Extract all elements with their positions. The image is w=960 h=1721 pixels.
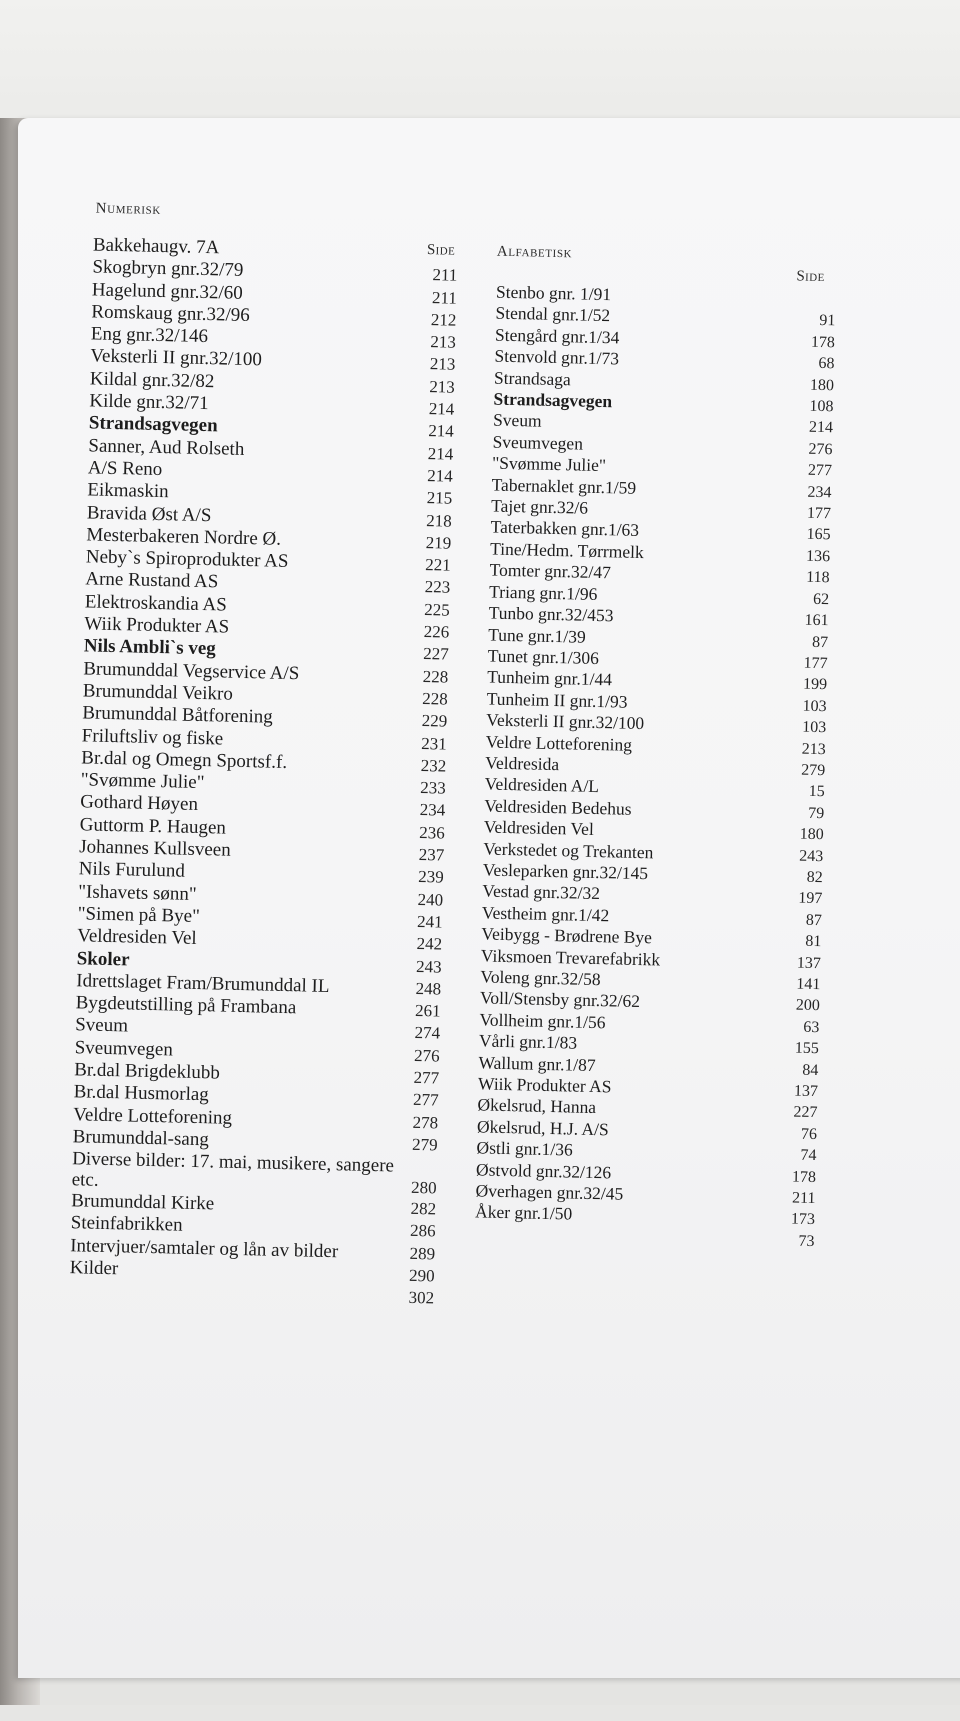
numerisk-entry-page: 286 xyxy=(409,1221,436,1241)
numerisk-entry-page: 231 xyxy=(421,733,447,754)
numerisk-entry-page: 302 xyxy=(408,1288,435,1308)
numerisk-entry-page: 214 xyxy=(428,421,455,442)
alfabetisk-entry-name: Åker gnr.1/50 xyxy=(474,1201,573,1225)
numerisk-entry-name: Romskaug gnr.32/96 xyxy=(91,301,250,326)
alfabetisk-entry-page: 180 xyxy=(809,376,835,394)
numerisk-entry-page: 229 xyxy=(421,711,448,731)
numerisk-entry-name: Johannes Kullsveen xyxy=(79,836,231,861)
numerisk-entry-page: 282 xyxy=(410,1199,437,1219)
alfabetisk-entry-page: 82 xyxy=(806,868,823,887)
numerisk-entry-page: 228 xyxy=(422,688,448,709)
numerisk-entry-name: Brumunddal Vegservice A/S xyxy=(83,657,300,684)
alfabetisk-entry-page: 103 xyxy=(802,697,827,715)
alfabetisk-entry-page: 63 xyxy=(803,1018,820,1036)
numerisk-entry-name: Sveumvegen xyxy=(74,1036,174,1061)
numerisk-entry-name: Sanner, Aud Rolseth xyxy=(88,435,245,460)
numerisk-entry-page: 289 xyxy=(409,1243,436,1264)
alfabetisk-entry-name: Tomter gnr.32/47 xyxy=(489,559,612,583)
alfabetisk-entry-page: 276 xyxy=(808,440,833,459)
numerisk-entry-name: A/S Reno xyxy=(87,457,163,481)
numerisk-entry-page: 280 xyxy=(410,1178,437,1198)
alfabetisk-entry-page: 178 xyxy=(791,1168,817,1186)
alfabetisk-entry-name: Wiik Produkter AS xyxy=(477,1073,612,1097)
alfabetisk-entry-page: 197 xyxy=(798,889,823,908)
numerisk-entry-page: 227 xyxy=(423,644,449,664)
numerisk-entry-page: 215 xyxy=(426,488,453,508)
alfabetisk-entry-page: 155 xyxy=(794,1039,820,1058)
alfabetisk-entry-page: 103 xyxy=(801,718,827,737)
numerisk-entry-name: Strandsagvegen xyxy=(88,412,218,437)
alfabetisk-entry-page: 137 xyxy=(793,1082,819,1101)
numerisk-entry-name: Arne Rustand AS xyxy=(85,568,219,593)
alfabetisk-entry-name: Tine/Hedm. Tørrmelk xyxy=(489,538,644,562)
alfabetisk-entry-page: 227 xyxy=(793,1104,818,1122)
alfabetisk-entry-page: 214 xyxy=(808,419,834,437)
numerisk-entry-name: Br.dal Husmorlag xyxy=(73,1081,210,1106)
numerisk-entry-page: 240 xyxy=(417,889,444,910)
alfabetisk-entry-name: Økelsrud, H.J. A/S xyxy=(476,1116,609,1140)
alfabetisk-entry-name: Tunheim II gnr.1/93 xyxy=(486,688,628,712)
numerisk-entry-name: Guttorm P. Haugen xyxy=(79,814,227,839)
alfabetisk-entry-page: 74 xyxy=(800,1146,817,1165)
numerisk-entry-name: Veksterli II gnr.32/100 xyxy=(90,345,263,371)
numerisk-entry-name: "Simen på Bye" xyxy=(77,903,201,927)
alfabetisk-entry-page: 79 xyxy=(808,804,825,822)
numerisk-entry-page: 223 xyxy=(424,577,451,598)
alfabetisk-entry-page: 141 xyxy=(796,975,821,994)
numerisk-entry-page: 218 xyxy=(426,510,452,531)
alfabetisk-entry-page: 177 xyxy=(803,654,828,673)
alfabetisk-entry-page: 84 xyxy=(802,1061,819,1079)
numerisk-entry-name: Brumunddal-sang xyxy=(72,1126,210,1151)
numerisk-entry-name: Sveum xyxy=(74,1014,129,1037)
alfabetisk-entry-name: Voll/Stensby gnr.32/62 xyxy=(479,987,641,1012)
alfabetisk-entry-name: Veldresida xyxy=(485,752,560,775)
alfabetisk-entry-page: 73 xyxy=(798,1232,815,1250)
alfabetisk-entry-page: 76 xyxy=(800,1125,818,1143)
alfabetisk-entry-page: 91 xyxy=(819,312,836,330)
alfabetisk-entry-name: Verkstedet og Trekanten xyxy=(483,838,654,862)
alfabetisk-entry-name: Vesleparken gnr.32/145 xyxy=(482,859,649,884)
numerisk-entry-page: 225 xyxy=(424,599,450,620)
numerisk-entry-name: Diverse bilder: 17. mai, musikere, sangere etc. xyxy=(71,1148,395,1191)
numerisk-entry-page: 214 xyxy=(427,466,454,486)
numerisk-entry-name: Mesterbakeren Nordre Ø. xyxy=(86,524,282,550)
numerisk-entry-name: Kildal gnr.32/82 xyxy=(89,368,215,393)
numerisk-entry-page: 261 xyxy=(414,1001,441,1021)
numerisk-entry-page: 277 xyxy=(413,1067,440,1088)
numerisk-entry-name: Steinfabrikken xyxy=(70,1212,183,1237)
alfabetisk-entry-page: 199 xyxy=(802,675,828,694)
alfabetisk-entry-name: Veldresiden Vel xyxy=(483,816,595,840)
numerisk-entry-page: 237 xyxy=(418,845,445,865)
numerisk-heading: Numerisk xyxy=(95,200,162,218)
numerisk-entry-name: Brumunddal Båtforening xyxy=(82,702,274,728)
alfabetisk-entry-page: 161 xyxy=(804,611,829,630)
alfabetisk-entry-name: Veldresiden A/L xyxy=(484,773,600,797)
numerisk-entry-page: 236 xyxy=(418,822,445,843)
numerisk-entry-name: Skogbryn gnr.32/79 xyxy=(92,256,244,282)
alfabetisk-entry-name: Taterbakken gnr.1/63 xyxy=(490,517,640,541)
alfabetisk-entry-name: Veibygg - Brødrene Bye xyxy=(481,923,653,948)
numerisk-entry-name: Neby`s Spiroprodukter AS xyxy=(85,546,289,573)
numerisk-entry-page: 234 xyxy=(419,800,446,821)
numerisk-entry-page: 213 xyxy=(429,376,456,397)
alfabetisk-entry-name: Vollheim gnr.1/56 xyxy=(479,1009,606,1033)
alfabetisk-entry-page: 87 xyxy=(805,911,822,929)
numerisk-entry-name: "Svømme Julie" xyxy=(80,769,205,794)
numerisk-entry-name: Brumunddal Veikro xyxy=(82,680,234,705)
alfabetisk-entry-name: Viksmoen Trevarefabrikk xyxy=(480,945,661,970)
numerisk-entry-page: 221 xyxy=(425,555,451,575)
numerisk-entry-name: Friluftsliv og fiske xyxy=(81,724,224,750)
alfabetisk-entry-name: "Svømme Julie" xyxy=(491,452,607,476)
alfabetisk-entry-name: Økelsrud, Hanna xyxy=(477,1094,597,1118)
alfabetisk-entry-page: 234 xyxy=(807,483,832,501)
alfabetisk-entry-page: 137 xyxy=(796,954,822,972)
numerisk-entry-page: 243 xyxy=(415,956,442,977)
alfabetisk-entry-name: Strandsaga xyxy=(493,367,572,389)
numerisk-entry-page: 248 xyxy=(415,978,442,999)
numerisk-entry-page: 212 xyxy=(430,310,457,330)
alfabetisk-entry-name: Sveum xyxy=(492,410,542,432)
alfabetisk-entry-page: 136 xyxy=(805,547,831,566)
numerisk-entry-name: Eikmaskin xyxy=(87,479,169,503)
numerisk-entry-page: 278 xyxy=(412,1112,439,1133)
alfabetisk-entry-name: Sveumvegen xyxy=(492,431,584,454)
alfabetisk-entry-name: Stengård gnr.1/34 xyxy=(494,324,620,348)
alfabetisk-entry-page: 200 xyxy=(795,997,821,1015)
numerisk-entry-page: 226 xyxy=(423,622,450,642)
numerisk-entry-name: Brumunddal Kirke xyxy=(71,1190,215,1215)
numerisk-entry-name: Kilde gnr.32/71 xyxy=(89,390,209,415)
numerisk-list xyxy=(69,234,458,1310)
numerisk-entry-name: Gothard Høyen xyxy=(80,791,199,816)
numerisk-entry-page: 290 xyxy=(408,1265,435,1286)
alfabetisk-entry-page: 211 xyxy=(791,1189,816,1208)
alfabetisk-entry-name: Østli gnr.1/36 xyxy=(476,1137,574,1160)
numerisk-entry-page: 274 xyxy=(414,1023,441,1043)
numerisk-entry-name: Nils Ambli`s veg xyxy=(83,635,216,660)
alfabetisk-entry-name: Tune gnr.1/39 xyxy=(487,624,586,647)
alfabetisk-entry-page: 81 xyxy=(805,932,822,951)
numerisk-entry-name: Idrettslaget Fram/Brumunddal IL xyxy=(76,970,330,997)
numerisk-entry-page: 214 xyxy=(428,399,455,419)
numerisk-entry-page: 242 xyxy=(416,934,443,954)
alfabetisk-entry-page: 108 xyxy=(809,397,834,416)
alfabetisk-entry-name: Voleng gnr.32/58 xyxy=(480,966,601,990)
numerisk-entry-page: 214 xyxy=(427,443,454,464)
alfabetisk-entry-name: Wallum gnr.1/87 xyxy=(478,1052,596,1075)
alfabetisk-heading: Alfabetisk xyxy=(496,243,573,262)
alfabetisk-entry-name: Tajet gnr.32/6 xyxy=(490,495,589,518)
alfabetisk-entry-name: Veldre Lotteforening xyxy=(485,731,633,755)
numerisk-side-label: Side xyxy=(426,242,456,259)
alfabetisk-entry-page: 180 xyxy=(799,825,824,844)
alfabetisk-entry-page: 118 xyxy=(805,568,830,587)
alfabetisk-entry-name: Strandsagvegen xyxy=(493,388,613,412)
numerisk-entry-name: Eng gnr.32/146 xyxy=(90,323,209,348)
alfabetisk-entry-page: 62 xyxy=(812,590,830,608)
numerisk-entry-name: Veldre Lotteforening xyxy=(72,1103,233,1129)
alfabetisk-entry-page: 173 xyxy=(790,1211,816,1229)
alfabetisk-entry-page: 165 xyxy=(806,526,831,544)
numerisk-entry-page: 233 xyxy=(419,778,446,798)
numerisk-entry-page: 211 xyxy=(432,265,458,286)
alfabetisk-entry-page: 279 xyxy=(801,761,826,780)
alfabetisk-entry-name: Vestheim gnr.1/42 xyxy=(481,902,610,926)
alfabetisk-entry-page: 277 xyxy=(807,461,833,480)
alfabetisk-entry-name: Vestad gnr.32/32 xyxy=(482,880,601,904)
alfabetisk-entry-name: Triang gnr.1/96 xyxy=(488,581,598,604)
numerisk-entry-page: 211 xyxy=(431,287,458,308)
alfabetisk-entry-page: 178 xyxy=(810,333,836,352)
numerisk-entry-name: "Ishavets sønn" xyxy=(78,880,197,905)
alfabetisk-side-label: Side xyxy=(796,268,825,286)
numerisk-entry-page: 228 xyxy=(422,666,449,687)
alfabetisk-list xyxy=(474,282,836,1253)
alfabetisk-entry-page: 15 xyxy=(808,783,825,801)
alfabetisk-entry-name: Tunet gnr.1/306 xyxy=(487,645,600,668)
numerisk-entry-name: Wiik Produkter AS xyxy=(84,613,230,638)
alfabetisk-entry-name: Veksterli II gnr.32/100 xyxy=(486,709,645,734)
alfabetisk-entry-page: 68 xyxy=(818,355,835,373)
alfabetisk-entry-name: Stenvold gnr.1/73 xyxy=(494,345,620,369)
numerisk-entry-name: Elektroskandia AS xyxy=(84,591,228,616)
numerisk-entry-name: Hagelund gnr.32/60 xyxy=(91,279,244,304)
alfabetisk-entry-name: Stendal gnr.1/52 xyxy=(495,303,611,326)
numerisk-entry-name: Br.dal og Omegn Sportsf.f. xyxy=(81,747,288,773)
numerisk-entry-page: 213 xyxy=(430,332,457,352)
numerisk-entry-name: Veldresiden Vel xyxy=(77,925,197,950)
alfabetisk-entry-name: Tunheim gnr.1/44 xyxy=(487,666,613,690)
numerisk-entry-page: 239 xyxy=(417,867,444,887)
alfabetisk-entry-name: Tunbo gnr.32/453 xyxy=(488,602,614,626)
alfabetisk-entry-name: Tabernaklet gnr.1/59 xyxy=(491,474,637,498)
numerisk-entry-name: Nils Furulund xyxy=(78,858,186,883)
numerisk-entry-page: 277 xyxy=(412,1090,439,1110)
numerisk-entry-page: 241 xyxy=(416,911,443,932)
alfabetisk-entry-name: Vårli gnr.1/83 xyxy=(478,1030,578,1053)
numerisk-entry-name: Bravida Øst A/S xyxy=(86,501,212,526)
numerisk-entry-name: Bakkehaugv. 7A xyxy=(92,234,220,259)
numerisk-entry-name: Skoler xyxy=(76,947,130,970)
alfabetisk-entry-page: 213 xyxy=(801,740,826,758)
alfabetisk-entry-page: 243 xyxy=(799,847,824,865)
numerisk-entry-page: 279 xyxy=(411,1134,438,1155)
numerisk-entry-name: Br.dal Brigdeklubb xyxy=(73,1059,221,1084)
numerisk-entry-name: Bygdeutstilling på Frambana xyxy=(75,992,297,1019)
alfabetisk-entry-name: Veldresiden Bedehus xyxy=(484,795,632,819)
alfabetisk-entry-page: 177 xyxy=(806,504,832,523)
numerisk-entry-name: Kilder xyxy=(69,1257,119,1280)
numerisk-entry-page: 213 xyxy=(429,354,456,375)
numerisk-entry-name: Intervjuer/samtaler og lån av bilder xyxy=(69,1234,339,1263)
alfabetisk-entry-name: Stenbo gnr. 1/91 xyxy=(495,281,612,305)
alfabetisk-entry-name: Øverhagen gnr.32/45 xyxy=(475,1180,624,1204)
numerisk-entry-page: 276 xyxy=(413,1045,440,1066)
alfabetisk-entry-page: 87 xyxy=(811,633,829,651)
numerisk-entry-page: 232 xyxy=(420,755,447,776)
numerisk-entry-page: 219 xyxy=(425,532,452,553)
alfabetisk-entry-name: Østvold gnr.32/126 xyxy=(475,1159,612,1183)
